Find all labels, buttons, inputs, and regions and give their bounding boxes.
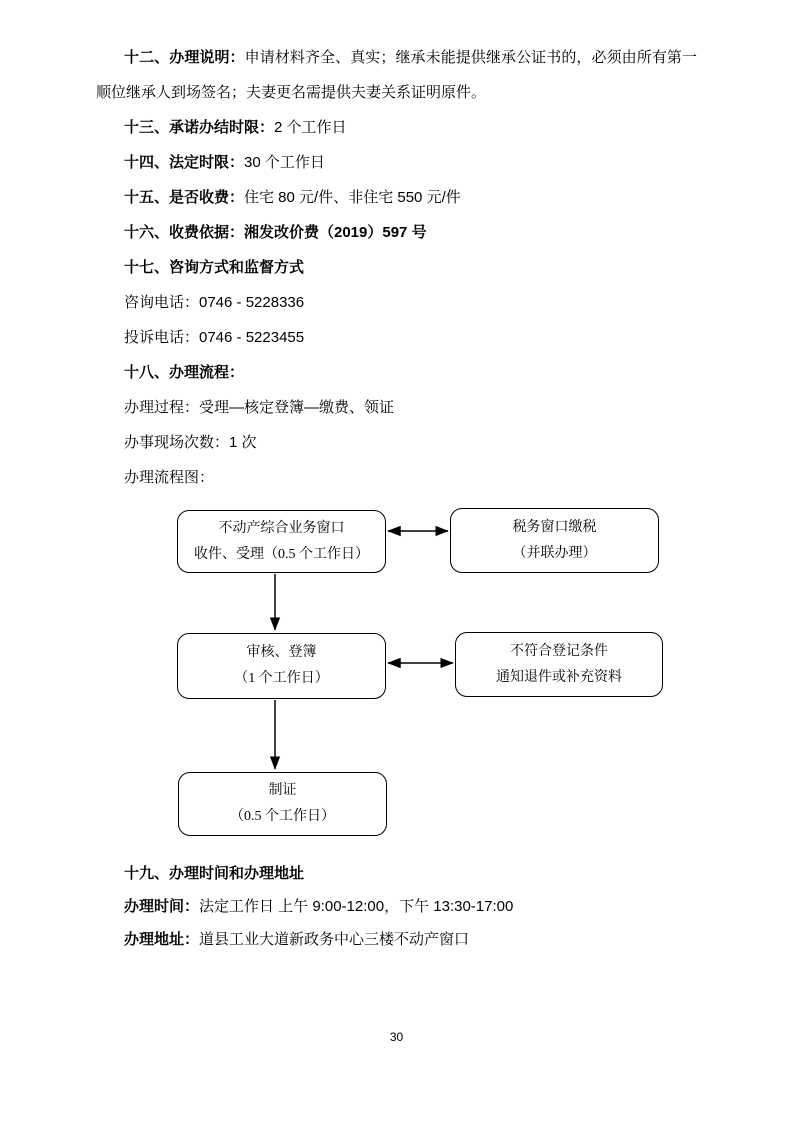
paragraph-label: 十九、办理时间和办理地址	[124, 865, 305, 882]
paragraph-text: 办理流程图：	[124, 469, 215, 486]
document-body	[96, 40, 697, 495]
flow-box-line: 通知退件或补充资料	[496, 669, 622, 685]
flow-box-line: （并联办理）	[512, 545, 597, 561]
paragraph-text: 30 个工作日	[244, 154, 325, 171]
flow-box-accept	[177, 510, 386, 573]
flow-box-line: （0.5 个工作日）	[230, 809, 335, 824]
paragraph-text: 住宅 80 元/件、非住宅 550 元/件	[244, 189, 461, 206]
paragraph-label: 办理地址：	[124, 931, 200, 948]
doc-paragraph	[96, 390, 697, 425]
doc-paragraph	[96, 320, 697, 355]
doc-paragraph	[96, 110, 697, 145]
doc-paragraph	[96, 460, 697, 495]
paragraph-label: 十四、法定时限：	[124, 154, 245, 171]
paragraph-text: 申请材料齐全、真实；继承未能提供继承公证书的，必须由所有第一顺位继承人到场签名；夫妻更名需提供夫妻关系证明原件。	[96, 49, 697, 101]
paragraph-text: 办事现场次数：1 次	[124, 434, 257, 451]
doc-paragraph	[96, 890, 697, 923]
paragraph-label: 十五、是否收费：	[124, 189, 245, 206]
paragraph-label: 十六、收费依据：湘发改价费（2019）597 号	[124, 224, 427, 241]
flow-box-line: 制证	[268, 783, 297, 798]
paragraph-text: 投诉电话：0746 - 5223455	[124, 329, 305, 346]
flow-box-line: 税务窗口缴税	[512, 519, 597, 535]
doc-paragraph	[96, 355, 697, 390]
paragraph-label: 十二、办理说明：	[124, 49, 245, 66]
doc-paragraph	[96, 857, 697, 890]
flow-box-line: 不符合登记条件	[510, 643, 608, 659]
paragraph-label: 十三、承诺办结时限：	[124, 119, 275, 136]
paragraph-text: 法定工作日 上午 9:00-12:00，下午 13:30-17:00	[199, 898, 514, 915]
paragraph-label: 十七、咨询方式和监督方式	[124, 259, 305, 276]
flow-box-line: （1 个工作日）	[234, 671, 329, 686]
flow-box-certificate	[178, 772, 387, 836]
flow-box-line: 收件、受理（0.5 个工作日）	[194, 546, 369, 562]
paragraph-text: 2 个工作日	[274, 119, 347, 136]
paragraph-text: 办理过程：受理—核定登簿—缴费、领证	[124, 399, 395, 416]
flow-box-tax	[450, 508, 659, 573]
doc-paragraph	[96, 40, 697, 110]
doc-paragraph	[96, 285, 697, 320]
page-number: 30	[389, 1030, 404, 1044]
flow-box-line: 审核、登簿	[246, 645, 317, 660]
paragraph-text: 咨询电话：0746 - 5228336	[124, 294, 305, 311]
doc-paragraph	[96, 250, 697, 285]
doc-paragraph	[96, 180, 697, 215]
doc-paragraph	[96, 923, 697, 956]
flow-box-review	[177, 633, 386, 699]
paragraph-label: 十八、办理流程：	[124, 364, 245, 381]
flow-box-reject	[455, 632, 663, 697]
paragraph-label: 办理时间：	[124, 898, 200, 915]
doc-paragraph	[96, 425, 697, 460]
doc-paragraph	[96, 215, 697, 250]
document-footer-section	[96, 857, 697, 956]
doc-paragraph	[96, 145, 697, 180]
paragraph-text: 道县工业大道新政务中心三楼不动产窗口	[199, 931, 470, 948]
flow-box-line: 不动产综合业务窗口	[218, 520, 345, 536]
